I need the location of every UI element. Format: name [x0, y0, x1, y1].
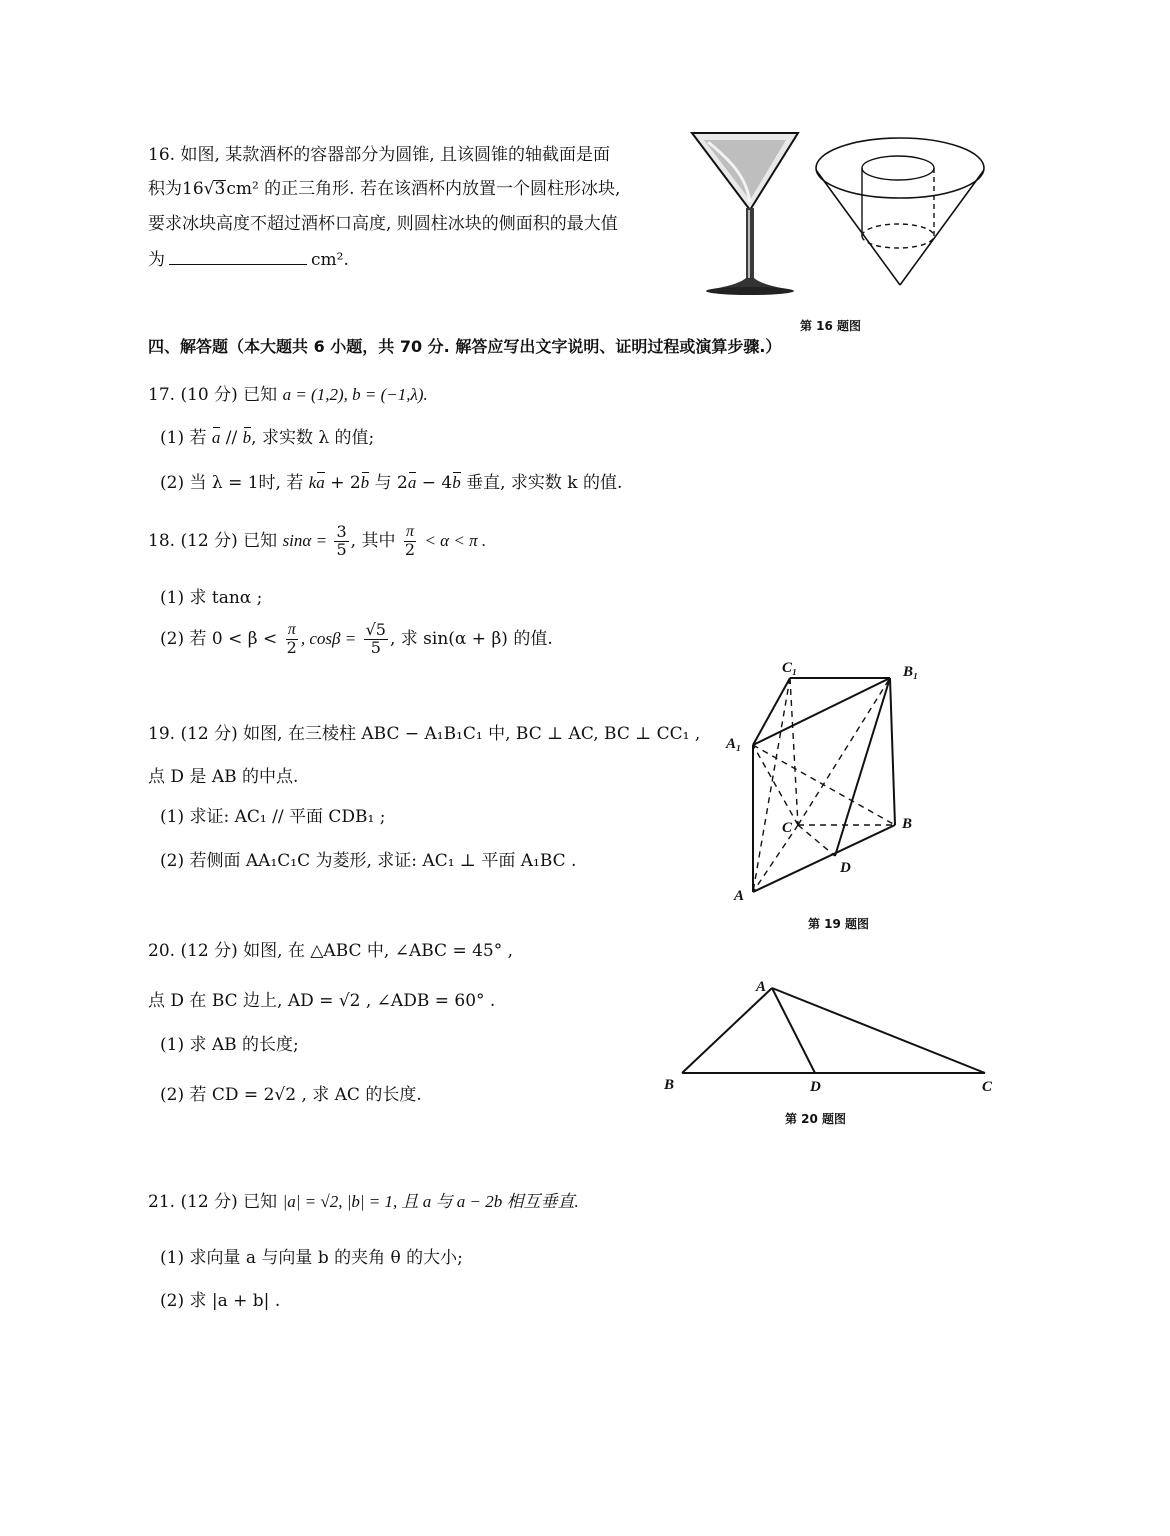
prism-figure [726, 660, 940, 904]
q21-given: |a| = √2, |b| = 1, 且 a 与 a − 2b 相互垂直. [282, 1192, 579, 1211]
fraction-3-5: $\frac{3}{5}$ [336, 522, 347, 559]
q16-caption: 第 16 题图 [800, 319, 862, 333]
label-A: A [734, 888, 745, 904]
q16-line3: 要求冰块高度不超过酒杯口高度, 则圆柱冰块的侧面积的最大值 [148, 214, 618, 234]
q17-part1: (1) 若 a // b, 求实数 λ 的值; [160, 428, 375, 448]
q19-line2: 点 D 是 AB 的中点. [148, 767, 299, 787]
q19-part2: (2) 若侧面 AA₁C₁C 为菱形, 求证: AC₁ ⊥ 平面 A₁BC . [160, 851, 577, 871]
q18-part2: (2) 若 0 < β < $\frac{\pi}{2}$ , cosβ = $\frac{√5}{5}$ , 求 sin(α + β) 的值. [160, 620, 553, 657]
triangle-figure [660, 975, 1000, 1095]
label-C1: C₁ [782, 660, 798, 676]
label-C: C [982, 1079, 993, 1095]
q18-head: 18. (12 分) 已知 sinα = $\frac{3}{5}$ , 其中 $\frac{\pi}{2}$ < α < π . [148, 522, 487, 559]
fraction-sqrt5-5: $\frac{√5}{5}$ [365, 620, 386, 657]
section-title: 四、解答题（本大题共 6 小题，共 70 分. 解答应写出文字说明、证明过程或演算步骤.） [148, 337, 782, 356]
fraction-pi-2: $\frac{\pi}{2}$ [404, 523, 416, 559]
q20-line1: 20. (12 分) 如图, 在 △ABC 中, ∠ABC = 45° , [148, 941, 514, 961]
q16-line1: 16. 如图, 某款酒杯的容器部分为圆锥, 且该圆锥的轴截面是面 [148, 145, 611, 165]
q17-head: 17. (10 分) 已知 a = (1,2), b = (−1,λ). [148, 385, 428, 405]
label-D: D [840, 860, 851, 876]
label-B: B [902, 816, 913, 832]
q18-part1: (1) 求 tanα ; [160, 588, 263, 608]
q19-part1: (1) 求证: AC₁ // 平面 CDB₁ ; [160, 807, 386, 827]
q17-part2: (2) 当 λ = 1时, 若 ka + 2b 与 2a − 4b 垂直, 求实数 k 的值. [160, 473, 623, 493]
q19-caption: 第 19 题图 [808, 917, 870, 931]
q16-line2: 积为16√3cm² 的正三角形. 若在该酒杯内放置一个圆柱形冰块, [148, 179, 621, 199]
q16-line4: 为 cm². [148, 250, 349, 270]
label-A1: A₁ [726, 736, 742, 752]
label-A: A [756, 979, 767, 995]
q19-line1: 19. (12 分) 如图, 在三棱柱 ABC − A₁B₁C₁ 中, BC ⊥ AC, BC ⊥ CC₁ , [148, 724, 701, 744]
fraction-pi-2-b: $\frac{\pi}{2}$ [286, 621, 297, 657]
q17-given: a = (1,2), b = (−1,λ). [282, 385, 428, 404]
label-C: C [782, 820, 793, 836]
q20-caption: 第 20 题图 [785, 1112, 847, 1126]
cone-cylinder-figure [812, 130, 992, 290]
label-B1: B₁ [903, 664, 919, 680]
label-D: D [810, 1079, 821, 1095]
q21-head: 21. (12 分) 已知 |a| = √2, |b| = 1, 且 a 与 a − 2b 相互垂直. [148, 1192, 579, 1212]
answer-blank [169, 264, 307, 265]
q20-part1: (1) 求 AB 的长度; [160, 1035, 299, 1055]
label-B: B [664, 1077, 675, 1093]
q21-part2: (2) 求 |a + b| . [160, 1291, 281, 1311]
wine-glass-figure [690, 130, 810, 300]
q20-part2: (2) 若 CD = 2√2 , 求 AC 的长度. [160, 1085, 422, 1105]
q20-line2: 点 D 在 BC 边上, AD = √2 , ∠ADB = 60° . [148, 991, 496, 1011]
q21-part1: (1) 求向量 a 与向量 b 的夹角 θ 的大小; [160, 1248, 463, 1268]
